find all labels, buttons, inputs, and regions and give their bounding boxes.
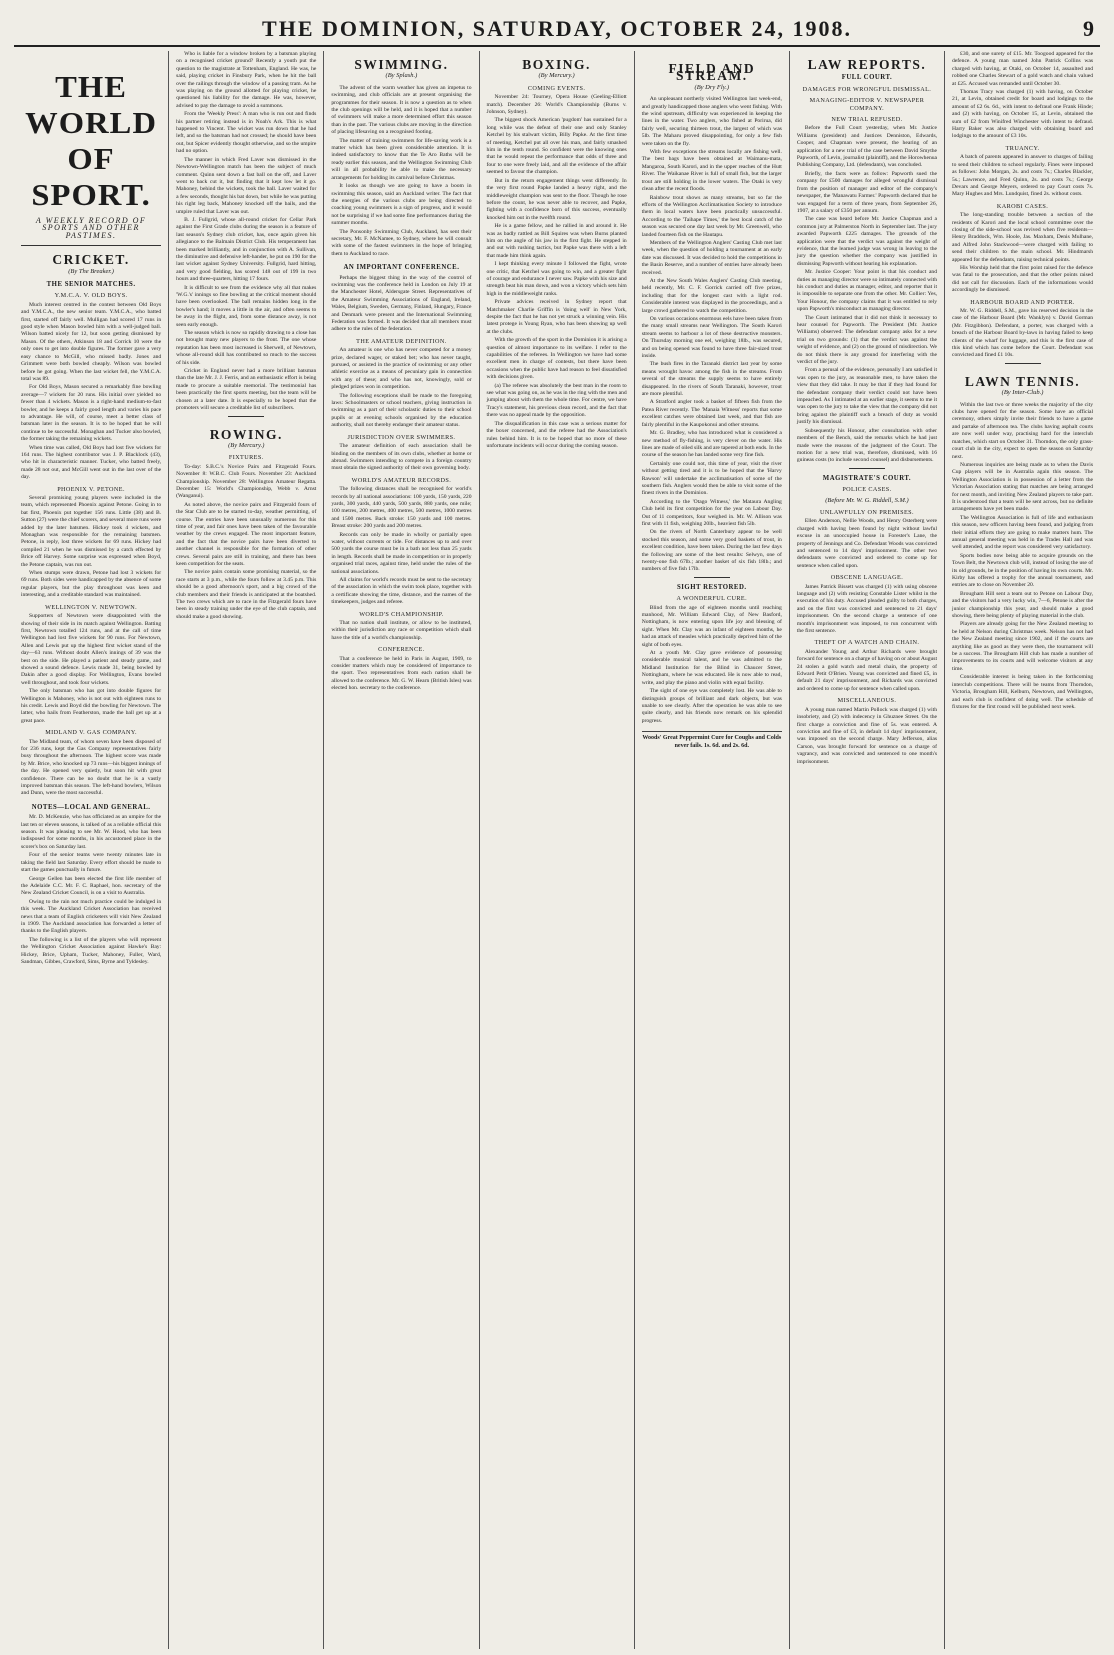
swimming-paragraph: The matter of training swimmers for life-saving work is a matter which has been given considerable attention. It is indeed satisfactory to know that the Te Aro Baths will be ready earlier this season, and the Wellington Swimming Club will in all probability be able to make the necessary arrangements for holding its carnival before Christmas.: [331, 137, 472, 181]
field-byline: (By Dry Fly.): [694, 83, 730, 91]
field-paragraph: On the rivers of North Canterbury appear to be well stocked this season, and some very good baskets of trout, in excellent condition, have been taken. During the last few days the following are some of the best results: Selwyn, one of twenty-one fish 67lb.; another basket of six fish 18lb.; and numbers of five fish 17lb.: [641, 529, 782, 573]
rowing-paragraph: The novice pairs contain some promising material, so the race starts at 3 p.m., while the fours follow at 3.45 p.m. This should be a good afternoon's sport, and a big crowd of the club members and their friends is anticipated at the boatshed. The two crews which are to race in the Fitzgerald fours have been in steady training under the eye of the club captain, and should make a good showing.: [176, 569, 317, 620]
swimming-sub-championship: WORLD'S CHAMPIONSHIP.: [359, 610, 444, 618]
column-1: [14, 51, 169, 1649]
field-heading: FIELD AND STREAM.: [668, 61, 756, 84]
field-paragraph: On various occasions enormous eels have been taken from the many small streams near Wellington. The South Karori stream seems to harbour a lot of these destructive monsters. On Thursday morning one eel, weighing 18lb., was secured, and on being opened was found to have three fair-sized trout inside.: [641, 316, 782, 360]
swimming-paragraph: An amateur is one who has never competed for a money prize, declared wager, or staked bet; who has never taught, pursued, or assisted in the practice of swimming or any other athletic exercise as a means of pecuniary gain in connection with any of these; and who has not, knowingly, sold or pledged prizes won in competition.: [331, 347, 472, 391]
swimming-paragraph: The Ponsonby Swimming Club, Auckland, has sent their secretary, Mr. F. McNamee, to Sydney, where he will consult with some of the fastest swimmers in the hope of bringing them to Auckland to race.: [331, 228, 472, 257]
law-sub-magistrate: MAGISTRATE'S COURT.: [822, 474, 912, 482]
law-sub-premises: UNLAWFULLY ON PREMISES.: [819, 508, 914, 516]
swimming-sub-conference: AN IMPORTANT CONFERENCE.: [343, 264, 460, 272]
tennis-paragraph: Numerous inquiries are being made as to when the Davis Cup players will be in Australia again this season. The Wellington Association is in possession of a letter from the Victorian Association stating that matches are being arranged for next month, and inviting New Zealand players to take part. It is understood that a team will be sent across, but no definite arrangements have yet been made.: [952, 461, 1094, 513]
cricket-paragraph: For Old Boys, Mason secured a remarkably fine bowling average—7 wickets for 20 runs. His initial over yielded no fewer than 4 wickets. Mason is a right-hand medium-to-fast bowler, and he keeps a fairly good length and varies his pace to advantage. He will, of course, meet a better class of batsman later in the season. It is to be hoped that he will continue to be successful. Monaghan and Tucker also bowled, the former taking the remaining wickets.: [21, 384, 162, 443]
boxing-paragraph: He is a game fellow, and he rallied in and around it. He was as badly rattled as Bill Squires was when Burns planted him on the angle of his jaw in the first fight. He stepped in and out with rushing tactics, but Papke was there with a left that made him think again.: [486, 223, 627, 259]
swimming-paragraph: The amateur definition of each association shall be binding on the members of its own clubs, whether at home or abroad. Swimmers intending to compete in a foreign country must obtain the signed authority of their own governing body.: [331, 443, 472, 472]
rowing-sub-fixtures: FIXTURES.: [228, 454, 264, 462]
swimming-heading: SWIMMING.: [354, 57, 449, 72]
cricket-paragraph: The manner in which Fred Laver was dismissed in the Newtown-Wellington match has been the subject of much comment. Quinn sent down a fast ball on the off, and Laver went to back cut it, but finding that it kept low let it go. Mahoney, behind the wickets, took the ball. Laver waited for a few seconds, thought his bat down, but while he was putting his right leg back, Mahoney knocked off the bails, and the umpire ruled that Laver was out.: [176, 156, 317, 215]
divider: [228, 416, 264, 417]
cricket-sub-midland: MIDLAND V. GAS COMPANY.: [45, 729, 137, 737]
law-sub-parties: MANAGING-EDITOR V. NEWSPAPER COMPANY.: [809, 97, 925, 112]
cricket-paragraph: Who is liable for a window broken by a batsman playing on a recognised cricket ground? Recently a youth put the question to the magistrate at Tottenham, England. He was, he said, playing cricket in Finsbury Park, when he hit the ball over the railings through the window of a passing tram. As he was playing on the ground allotted for playing cricket, he questioned his liability for the damage. He was, however, advised to pay the damage to avoid a summons.: [176, 51, 317, 109]
rowing-paragraph: As noted above, the novice pairs and Fitzgerald fours of the Star Club are to be started to-day, weather permitting, of course. The entries have been unusually numerous for this time of year, and fair ones have been taken of the favourable weather by the crews engaged. The most important feature, and the fact that the novice pairs have been diverted to another channel is responsible for the formation of other crews. Several pairs are still in training, and there has been keen competition for the seats.: [176, 501, 317, 567]
law-sub-karori: KAROBI CASES.: [996, 202, 1049, 210]
law-sub-damages: DAMAGES FOR WRONGFUL DISMISSAL.: [802, 85, 932, 93]
law-paragraph: The Court intimated that it did not think it necessary to hear counsel for Papworth. The President (Mr. Justice Williams) observed: The defendant company asks for a new trial on two grounds: (1) that the verdict was against the weight of evidence, and (2) on the ground of misdirection. We do not think there is any ground for interfering with the verdict of the jury.: [796, 314, 938, 366]
field-paragraph: The bush fires in the Taranaki district last year by some means wrought havoc among the fish in the streams. From several of the streams the supply seems to have entirely disappeared. In the rivers of South Taranaki, however, trout are more plentiful.: [641, 361, 782, 398]
cricket-sub-ymca: Y.M.C.A. V. OLD BOYS.: [54, 292, 128, 300]
sight-paragraph: At a youth Mr. Clay gave evidence of possessing considerable musical talent, and he was admitted to the Midland Institution for the Blind in Chaucer Street, Nottingham, where he was educated. He is now able to read, write, and play the piano and violin with equal facility.: [641, 650, 782, 686]
sight-subheading: A WONDERFUL CURE.: [676, 595, 748, 603]
law-paragraph: Mr. W. G. Riddell, S.M., gave his reserved decision in the case of the Harbour Board (Mr. Wanklyn) v. David Gorman (Mr. Fitzgibbon). Defendant, a porter, was charged with a breach of the Harbour Board by-laws in having failed to keep clients of the wharf for luggage, and this is the first case of this kind which has come before the Court. Defendant was convicted and fined £1 10s.: [952, 308, 1094, 359]
law-paragraph: Mr. Justice Cooper: Your point is that his conduct and duties as managing director were so intimately connected with his conduct and duties as manager, editor, and reporter that it is impossible to separate one from the other. Mr. Collier: Yes, Your Honour, the company claims that it was entitled to rely upon Papworth's misconduct as managing director.: [796, 269, 938, 313]
cricket-sub-wellington: WELLINGTON V. NEWTOWN.: [45, 603, 138, 611]
swimming-paragraph: The following distances shall be recognised for world's records by all national associations: 100 yards, 150 yards, 220 yards, 300 yards, 440 yards, 500 yards, 880 yards, one mile; 100 metres, 200 metres, 400 metres, 500 metres, 1000 metres and 1500 metres. Back stroke: 150 yards and 100 metres. Breast stroke: 200 yards and 200 metres.: [331, 486, 472, 530]
masthead: [14, 8, 1100, 47]
tennis-paragraph: Sports bodies now being able to acquire grounds on the Town Belt, the Newtown club will, instead of losing the use of its old grounds, be in the position of having its own courts. Mr. Kirby has offered a trophy for the annual tournament, and entries are to close on November 20.: [952, 552, 1094, 589]
law-sub-police: POLICE CASES.: [842, 486, 892, 494]
swimming-paragraph: The following exceptions shall be made to the foregoing laws: Schoolmasters or school teachers, giving instruction in swimming as a part of their scholastic duties to their school pupils or at evening schools organised by the education authority, shall not thereby endanger their amateur status.: [331, 392, 472, 429]
cricket-paragraph: The only batsman who has got into double figures for Wellington is Mahoney, who is not out with eighteen runs to his credit. Lewis and Boyd did the bowling for Newtown. The latter, who hails from Featherston, made the ball get up at a great pace.: [21, 688, 162, 724]
law-paragraph: Ellen Anderson, Nellie Woods, and Henry Osterberg were charged with having been found by night without lawful excuse in an unoccupied house in Forester's Lane, the property of Jennings and Co. Defendant Woods was convicted and sentenced to 14 days' imprisonment. The other two defendants were convicted and ordered to come up for sentence when called upon.: [796, 518, 938, 569]
law-paragraph: Thomas Tracy was charged (1) with having, on October 21, at Levin, obtained credit for board and lodgings to the amount of £2 6s. 6d., with intent to defraud one Frank Hinde; and (2) with having, on October 15, at Levin, obtained the sum of £2 from Winifred Winchester with intent to defraud. Harry Baker was also charged with obtaining board and lodgings to the amount of £3 10s.: [952, 89, 1094, 140]
boxing-paragraph: November 24: Tourney, Opera House (Geeling-Elliott match). December 26: World's Championship (Burns v. Johnson, Sydney).: [486, 94, 627, 116]
law-byline: (Before Mr. W. G. Riddell, S.M.): [825, 496, 909, 504]
cricket-paragraph: The season which is now so rapidly drawing to a close has not brought many new players to the front. The one whose reputation has been most increased is Sherwell, of Newtown, whose all-round skill has contributed so much to the success of his side.: [176, 330, 317, 366]
cricket-paragraph: Much interest centred in the contest between Old Boys and Y.M.C.A., the new senior team. Y.M.C.A., who batted first, started off fairly well. Mulligan had scored 17 runs in good style when Mason bowled him with a well-judged ball. Wilson batted nicely for 12, but soon getting dismissed by Mason. Of the others, Atkinson 18 and Corrick 10 were the only ones to get into double figures. The former gave a very easy chance to McGill, who missed badly. Jones and Grimmett were both bowled cheaply. Wilson was bowled before he got going. When the last wicket fell, the Y.M.C.A. total was 89.: [21, 301, 162, 382]
law-paragraph: Before the Full Court yesterday, when Mr. Justice Williams (president) and Justices Denniston, Edwards, Cooper, and Chapman were present, the hearing of an application for a new trial of the case between David Smythe Papworth, of Levin, journalist (plaintiff), and the Horowhenua Publishing Company, Ltd. (defendants), was concluded.: [796, 125, 938, 169]
columns: [14, 51, 1100, 1649]
law-sub-misc: MISCELLANEOUS.: [837, 697, 897, 705]
divider: [1005, 363, 1041, 364]
boxing-paragraph: The biggest shock American 'pugdom' has sustained for a long while was the defeat of their one and only Stanley Ketchel by his stalwart victim, Billy Papke. At the first time of meeting, Ketchel put all over his man, and fairly smashed him in the tenth round. So confident were the knowing ones that he would repeat the performance that odds of three and four to one were freely laid, and all the evidence of the affair seemed to favour the champion.: [486, 117, 627, 176]
sport-banner-subtitle: A WEEKLY RECORD OF SPORTS AND OTHER PASTIMES.: [21, 217, 161, 246]
law-heading: LAW REPORTS.: [807, 57, 927, 72]
tennis-paragraph: Within the last two or three weeks the majority of the city clubs have opened for the season. Some have an official ceremony, others simply invite their friends to have a game and partake of afternoon tea. The clubs having asphalt courts are now well under way, practising hard for the interclub matches, which start on October 31. Thorndon, the only grass-court club in the city, expect to open the season on Saturday next.: [952, 401, 1094, 460]
tennis-paragraph: Considerable interest is being taken in the forthcoming interclub competitions. There will be teams from Thorndon, Victoria, Brougham Hill, Kelburn, Newtown, and Wellington, and each club is confident of doing well. The schedule of fixtures for the first round will be published next week.: [952, 674, 1094, 710]
field-paragraph: Rainbow trout shows as many streams, but so far the efforts of the Wellington Acclimatisation Society to introduce them in local waters have been practically unsuccessful. According to the 'Taihape Times,' the best local catch of the season was secured one day last week by Mr. Greenwell, who landed fourteen fish on the Hautapu.: [641, 194, 782, 238]
lawn-tennis-byline: (By Inter-Club.): [1001, 389, 1044, 397]
divider: [694, 577, 730, 578]
law-paragraph: His Worship held that the first point raised for the defence was fatal to the prosecution, and that the other points raised did not call for discussion. Each of the informations would accordingly be dismissed.: [952, 264, 1094, 294]
rowing-byline: (By Mercury.): [228, 441, 265, 449]
sight-paragraph: The sight of one eye was completely lost. He was able to distinguish groups of brilliant and dark objects, but was unable to see clearly. After the operation he was able to see quite clearly, and his friends now remark on his splendid progress.: [641, 688, 782, 724]
cricket-sub-notes: NOTES—LOCAL AND GENERAL.: [31, 803, 151, 811]
swimming-sub-records: WORLD'S AMATEUR RECORDS.: [351, 476, 452, 484]
cricket-paragraph: Cricket in England never had a more brilliant batsman than the late Mr. J. J. Ferris, and an enthusiastic effort is being made to procure a suitable memorial. The testimonial has been practically the first sports meeting, but the team will be chosen at a later date. It is especially to be hoped that the promoters will secure a creditable list of subscribers.: [176, 368, 317, 412]
swimming-sub-jurisdiction: JURISDICTION OVER SWIMMERS.: [347, 433, 456, 441]
tennis-paragraph: Players are already going for the New Zealand meeting to be held at Nelson during Christmas week. Nelson has not had the New Zealand meeting since 1902, and if the courts are anything like as good as they were then, the tournament will be a success. The Brougham Hill club has made a number of improvements to its courts and will welcome visitors at any time.: [952, 621, 1094, 672]
boxing-paragraph: (a) The referee was absolutely the best man in the room to see what was going on, as he was in the ring with the men and jumping about with them the whole time. For centre, we have Tracy's statement, his previous clean record, and the fact that there was no appeal made by the opposition.: [486, 382, 627, 419]
column-2: [169, 51, 324, 1649]
boxing-paragraph: I kept thinking every minute I followed the fight, wrote one critic, that Ketchel was going to win, and a greater fight of courage and endurance I never saw. Papke with his size and strength beat his man down, and won a victory which sets him high in the middleweight ranks.: [486, 261, 627, 297]
cricket-paragraph: George Gellen has been elected the first life member of the Adelaide C.C. Mr. F. C. Raphael, hon. secretary of the New Zealand Cricket Council, is on a visit to Australia.: [21, 875, 162, 897]
swimming-paragraph: That no nation shall institute, or allow to be instituted, within their jurisdiction any race or competition which shall have the title of a world's championship.: [331, 620, 472, 641]
law-sub-truancy: TRUANCY.: [1005, 144, 1040, 152]
boxing-sub-events: COMING EVENTS.: [527, 84, 586, 92]
masthead-title: THE DOMINION, SATURDAY, OCTOBER 24, 1908.: [262, 16, 852, 41]
law-sub-theft: THEFT OF A WATCH AND CHAIN.: [814, 639, 920, 647]
cricket-paragraph: When stumps were drawn, Petone had lost 3 wickets for 69 runs. Both sides were handicapped by the absence of some regular players, but the play throughout was keen and interesting, and a creditable standard was maintained.: [21, 570, 162, 599]
cricket-paragraph: B. J. Fullgrid, whose all-round cricket for Cellar Park against the First Grade clubs during the season is a feature of last season's Sydney club cricket, has, once again given his allegiance to the Balmain District Club. His temperament has been marked brilliantly, and in conjunction with A. Sullivan, the diminutive and defensive left-hander, he put on 190 for the last wicket against Sydney University. Fullgrid, hard hitting, and very good fielding, has scored 148 out of 199 in two hours and three-quarters, hitting 17 fours.: [176, 216, 317, 283]
column-7: [945, 51, 1100, 1649]
law-paragraph: Subsequently his Honour, after consultation with other members of the Bench, said the remarks which he had just made were the reasons of the judgment of the Court. The motion for a new trial was, therefore, dismissed, with 16 guineas costs (to include second counsel) and disbursements.: [796, 427, 938, 464]
boxing-byline: (By Mercury.): [538, 72, 575, 80]
swimming-byline: (By Splash.): [385, 72, 418, 80]
law-paragraph: From a perusal of the evidence, personally I am satisfied it was open to the jury, as reasonable men, to have taken the view that they did take. It may be that if they had found for the defendant company their verdict could not have been impeached. As I intimated at an earlier stage, it seems to me it was open to the jury to take the view that the company did not bring against the plaintiff such a breach of duty as would justify his dismissal.: [796, 367, 938, 426]
law-sub-harbour: HARBOUR BOARD AND PORTER.: [970, 298, 1075, 306]
page-number: 9: [1083, 16, 1094, 41]
column-5: [635, 51, 790, 1649]
law-paragraph: The case was heard before Mr. Justice Chapman and a common jury at Palmerston North in September last. The jury awarded Papworth £225 damages. The grounds of the application were that the verdict was against the weight of evidence, that the learned judge was wrong in leaving to the jury the question whether the company was justified in dismissing Papworth without hearing his explanation.: [796, 216, 938, 267]
boxing-paragraph: But in the return engagement things went differently. In the very first round Papke landed a heavy right, and the middleweight champion was sent to the floor. Though he rose before the count, he was never able to recover, and Papke, fighting with a confidence born of this success, eventually knocked him out in the twelfth round.: [486, 177, 627, 221]
rowing-paragraph: To-day: S.B.C.'s Novice Pairs and Fitzgerald Fours. November 8: W.B.C. Club Fours. November 23: Auckland Championship. November 28: Wellington Amateur Regatta. December 15: World's Championship, Webb v. Arnst (Wanganui).: [176, 463, 317, 500]
boxing-paragraph: Private advices received in Sydney report that Matchmaker Charlie Griffin is 'doing well' in New York, despite the fact that he has not yet struck a winning vein. His latest protege is Young Ryan, who has been showing up well at the clubs.: [486, 299, 627, 335]
field-paragraph: According to the 'Otago Witness,' the Mataura Angling Club held its first competition for the year on Labour Day. Out of 11 competitors, four weighed in. Mr. W. Allison was first with 11 fish, weighing 20lb., heaviest fish 5lb.: [641, 498, 782, 527]
sight-paragraph: Blind from the age of eighteen months until reaching manhood, Mr. William Edward Clay, of New Basford, Nottingham, is now entering upon life joy and blessing of sight. When Mr. Clay was an infant of eighteen months, he had an attack of measles which practically deprived him of the sight of both eyes.: [641, 604, 782, 648]
boxing-heading: BOXING.: [522, 57, 591, 72]
column-4: [480, 51, 635, 1649]
law-paragraph: James Patrick Bissett was charged (1) with using obscene language and (2) with resisting Constable Lister whilst in the execution of his duty. Accused pleaded guilty to both charges, and on the first was convicted and sentenced to 21 days' imprisonment. On the second charge a sentence of one month's imprisonment was imposed, to run concurrent with the first sentence.: [796, 583, 938, 635]
column-6: [790, 51, 945, 1649]
law-paragraph: A batch of parents appeared in answer to charges of failing to send their children to school regularly. Fines were imposed as follows: John Morgan, 2s. and costs 7s.; Charles Blackler, 5s.; Lawrence, and Fred Quinn, 2s. and costs 7s.; George Devars and George Meyers, ordered to pay Court costs 7s. Mary Hughes and Mrs. Lundquist, fined 2s. without costs.: [952, 154, 1094, 198]
field-paragraph: An unpleasant northerly visited Wellington last week-end, and greatly handicapped those anglers who went fishing. With the wind upstream, difficulty was experienced in keeping the lines in the water. Two anglers, who fished at Porirua, did fairly well, securing thirteen trout, the largest of which was 5lb. The Maharu proved disappointing, for only a few fish were taken on the fly.: [641, 96, 782, 147]
cricket-paragraph: From the 'Weekly Press': A man who is run out and finds his partner retiring instead is in Noah's Ark. This is what happened to Vincent. The wicket was run down that he had left, and so the batsman had not crossed; he should have been out, but Spicer evidently thought otherwise, and so the umpire had no option.: [176, 111, 317, 155]
law-paragraph: £30, and one surety of £15. Mr. Toogood appeared for the defence. A young man named John Patrick Collins was charged with having, at Otaki, on October 14, assaulted and robbed one Charles Stewart of a gold watch and chain valued at £25. Accused was remanded until October 30.: [952, 51, 1094, 87]
field-paragraph: Members of the Wellington Anglers' Casting Club met last week, when the question of holding a tournament at an early date was discussed. It was decided to hold the competitions in the Basin Reserve, and a number of entries have already been received.: [641, 239, 782, 276]
boxing-paragraph: With the growth of the sport in the Dominion it is arising a question of almost importance to its welfare. I refer to the capabilities of the referees. In Wellington we have had some excellent men in charge of contests, but there have been occasions when the public have had reason to feel dissatisfied with decisions given.: [486, 337, 627, 381]
lawn-tennis-heading: LAWN TENNIS.: [964, 373, 1081, 389]
cricket-paragraph: It is difficult to see from the evidence why all that makes 'W.G.'s' innings so fine bowling at the critical moment should have been overlooked. The ball remains hidden long in the bowler's hand; it moves a little in the air, and often seems to be away in the flight, and, from some distance away, is not seen early enough.: [176, 284, 317, 328]
law-sub-new-trial: NEW TRIAL REFUSED.: [831, 116, 903, 124]
law-paragraph: A young man named Martin Pollock was charged (1) with insobriety, and (2) with indecency in Ghuznee Street. On the first charge a conviction and fine of 5s. was entered. A conviction and fine of £3, in default 14 days' imprisonment, was imposed on the second charge. Mary Jefferson, alias Carson, was brought forward for sentence on a charge of vagrancy, and was convicted and sentenced to one month's imprisonment.: [796, 706, 938, 765]
boxing-paragraph: The disqualification in this case was a serious matter for the boxer concerned, and the referee had the Association's rules behind him. It is to be hoped that no more of these unfortunate incidents will occur during the coming season.: [486, 420, 627, 449]
cricket-paragraph: Four of the senior teams were twenty minutes late in taking the field last Saturday. Every effort should be made to start the games punctually in future.: [21, 852, 162, 874]
law-sub-language: OBSCENE LANGUAGE.: [830, 574, 904, 582]
column-3: [324, 51, 479, 1649]
cricket-paragraph: Supporters of Newtown were disappointed with the showing of their side in its match against Wellington. Batting first, Newtown totalled 124 runs, and at the call of time Wellington had lost five wickets for 90 runs. For Newtown, Allen and Lewis put up the highest first wicket stand of the day—63 runs. Without doubt Allen's innings of 39 was the best on the side. He played a patient and steady game, and showed a sound defence. Lewis made 31, being bowled by Dakin after a good display. For Wellington, Evans bowled well throughout, and took four wickets.: [21, 613, 162, 686]
swimming-paragraph: All claims for world's records must be sent to the secretary of the association in which the swim took place, together with a certificate showing the time, distance, and the names of the timekeepers, judges and referee.: [331, 577, 472, 606]
cricket-paragraph: The Midland team, of whom seven have been disposed of for 236 runs, kept the Gas Company representatives fairly busy throughout the afternoon. The highest score was made by Mr. Brice, who knocked up 73 runs—his biggest innings of the day. He opened very quietly, but soon hit with great confidence. There can be no doubt that he is a vastly improved batsman this season. The left-hand bowlers, Wilson and Dunn, were the most successful.: [21, 738, 162, 797]
sport-banner: THE WORLD OF SPORT.: [25, 69, 158, 212]
cricket-paragraph: The following is a list of the players who will represent the Wellington Cricket Association against Hawke's Bay: Hickey, Brice, Upham, Tucker, Mahoney, Fuller, Ward, Sandman, Gibbes, Crawford, Sims, Byrne and Tyldesley.: [21, 936, 162, 965]
law-paragraph: Alexander Young and Arthur Richards were brought forward for sentence on a charge of having on or about August 24 stolen a gold watch and metal chain, the property of Edward Petit O'Brien. Young was convicted and fined £5, in default 21 days' imprisonment, and Richards was convicted and ordered to come up for sentence when called upon.: [796, 648, 938, 692]
field-paragraph: With few exceptions the streams locally are fishing well. The best bags have been obtained at Waimanu-mata, Mangaroa, South Karori, and in the upper reaches of the Hutt River. The Waikanae River is full of small fish, but the larger trout are still holding in the lower waters. The Otaki is very clean after the recent floods.: [641, 149, 782, 193]
tennis-paragraph: Brougham Hill sent a team out to Petone on Labour Day, and the visitors had a very lucky win, 7—6, Petone is after the junior championship this year, and should make a good showing, there being plenty of playing material in the club.: [952, 590, 1094, 620]
field-paragraph: A Stratford angler took a basket of fifteen fish from the Patea River recently. The 'Manaia Witness' reports that some excellent catches were obtained last week, and that fish are fairly plentiful in the Kaupokonui and other streams.: [641, 399, 782, 428]
cricket-paragraph: Owing to the rain not much practice could be indulged in this week. The Auckland Cricket Association has received news that a team of English cricketers will visit New Zealand in 1909. The Auckland association has forwarded a letter of thanks to the English players.: [21, 898, 162, 935]
field-paragraph: Mr. G. Bradley, who has introduced what is considered a new method of fly-fishing, is very clever on the water. His lines are made of oiled silk and are tapered at both ends. In the course of the season he has landed some very fine fish.: [641, 430, 782, 459]
swimming-paragraph: It looks as though we are going to have a boom in swimming this season, said an Auckland writer. The fact that the energies of the various clubs are being directed to coaching young swimmers is a sign of progress, and it would not be surprising if we had some fine performances during the summer months.: [331, 183, 472, 227]
swimming-paragraph: Perhaps the biggest thing in the way of the control of swimming was the conference held in London on July 19 at the Manchester Hotel, Aldersgate Street. Representatives of the Amateur Swimming Associations of England, Ireland, Wales, Belgium, Sweden, Germany, Finland, Hungary, France and Denmark were present and the International Swimming Federation was formed. It was decided that all members must adhere to the rules of the federation.: [331, 274, 472, 333]
field-paragraph: Certainly one could not, this time of year, visit the river without getting tired and it is to be hoped that the 'Harvy Rawson' will undertake the acclimatisation of some of the southern fish. Anglers would then be able to visit some of the finest rivers in the Dominion.: [641, 460, 782, 497]
swimming-sub-amateur: THE AMATEUR DEFINITION.: [356, 337, 447, 345]
rowing-heading: ROWING.: [209, 426, 283, 442]
cricket-paragraph: When time was called, Old Boys had lost five wickets for 164 runs. The highest contributor was J. P. Blacklock (43), who hit in characteristic manner. Tucker, who batted freely, made 28 not out, and McGill went out in the last over of the day.: [21, 444, 162, 481]
cricket-paragraph: Mr. D. McKenzie, who has officiated as an umpire for the last ten or eleven seasons, is talked of as a reliable official this season. It was pleasing to see Mr. W. Hood, who has been indisposed for some months, in his accustomed place in the scorer's box on Saturday last.: [21, 814, 162, 850]
swimming-sub-conference-2: CONFERENCE.: [378, 646, 425, 654]
swimming-paragraph: That a conference be held in Paris in August, 1909, to consider matters which may be considered of importance to the sport. Two representatives from each nation shall be allowed to the conference. Mr. G. W. Hearn (British Isles) was elected hon. secretary to the conference.: [331, 655, 472, 692]
law-sub-full-court: FULL COURT.: [841, 74, 893, 82]
law-paragraph: The long-standing trouble between a section of the residents of Karori and the local school committee over the closing of the side-school was revived when five residents—Henry Braddock, Wm. Hoole, Jas. Maxham, Denis Mulhane, and Alfred John Stackwood—were charged with failing to send their children to the main school. Mr. Hindmarsh appeared for the defendants, raising technical points.: [952, 212, 1094, 263]
divider: [849, 468, 885, 469]
swimming-paragraph: The advent of the warm weather has given an impetus to swimming, and club officials are at present organising the programmes for their season. It is now a question as to when the club openings will be held, and it is hoped that a number of swimmers will make a more determined effort this season than in the past. The various clubs are moving in the direction of placing lifesaving on a recognised footing.: [331, 84, 472, 136]
swimming-paragraph: Records can only be made in wholly or partially open water, without currents or tide. For distances up to and over 500 yards the course must be in a bath not less than 25 yards in length. Records shall be made in competition or in properly organised trial races, against time, held under the rules of the national associations.: [331, 531, 472, 575]
cricket-paragraph: Several promising young players were included in the team, which represented Phoenix against Petone. Going in to bat first, Phoenix put together 156 runs. Little (38) and B. Sutton (27) were the chief scorers, and several more runs were added by the later batsmen. Hickey took 4 wickets, and Monaghan was responsible for the remaining batsmen. Petone, in reply, lost three wickets for 69 runs. Hickey had compiled 21 when he was dismissed by a catch effected by Brice off Harvey. Some surprise was expressed when Boyd, the Petone captain, was run out.: [21, 495, 162, 568]
cricket-heading: CRICKET.: [52, 252, 130, 268]
cricket-byline: (By The Breaker.): [68, 267, 114, 275]
law-paragraph: Briefly, the facts were as follow: Papworth sued the company for £500 damages for alleged wrongful dismissal from the position of manager and editor of the company's newspaper, the 'Manawatu Farmer.' Papworth declared that he was engaged for a term of three years, from September 26, 1907, at a salary of £350 per annum.: [796, 170, 938, 214]
cricket-sub-phoenix: PHOENIX V. PETONE.: [57, 485, 125, 493]
tennis-paragraph: The Wellington Association is full of life and enthusiasm this season, new officers having been found, and judging from their initial efforts they are going to make matters hum. The annual general meeting was held in the Trades Hall and was well attended, and the report was considered very satisfactory.: [952, 514, 1094, 551]
advert-peppermint-cure: Woods' Great Peppermint Cure for Coughs and Colds never fails. 1s. 6d. and 2s. 6d.: [642, 731, 782, 750]
field-paragraph: At the New South Wales Anglers' Casting Club meeting, held recently, Mr. C. F. Gorrick carried off five prizes, including that for the longest cast with a light rod. Considerable interest was displayed in the proceedings, and a large crowd gathered to watch the competition.: [641, 277, 782, 314]
cricket-sub-senior: THE SENIOR MATCHES.: [46, 281, 136, 289]
sight-heading: SIGHT RESTORED.: [676, 583, 747, 591]
